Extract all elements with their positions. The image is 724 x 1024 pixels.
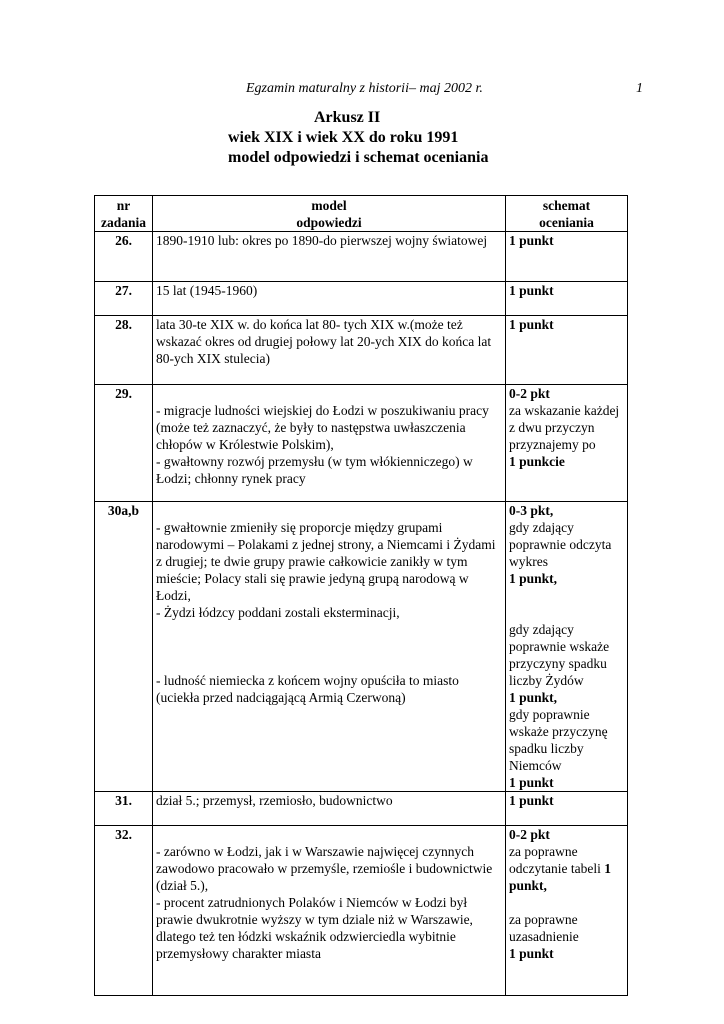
header-model: model odpowiedzi bbox=[153, 196, 506, 232]
score: 0-2 pkt za poprawne odczytanie tabeli 1 punkt, za poprawne uzasadnienie 1 punkt bbox=[506, 826, 628, 996]
task-number: 30a,b bbox=[95, 502, 153, 792]
title-period: wiek XIX i wiek XX do roku 1991 bbox=[228, 129, 459, 146]
model-answer: lata 30-te XIX w. do końca lat 80- tych XIX w.(może też wskazać okres od drugiej połowy lat 20-ych XIX do końca lat 80-ych XIX stulecia) bbox=[153, 316, 506, 385]
page-number: 1 bbox=[636, 81, 643, 96]
task-number: 32. bbox=[95, 826, 153, 996]
task-number: 26. bbox=[95, 232, 153, 282]
score: 1 punkt bbox=[506, 792, 628, 826]
title-sheet: Arkusz II bbox=[314, 109, 381, 126]
table-row bbox=[95, 282, 628, 316]
table-row bbox=[95, 826, 628, 996]
table-row bbox=[95, 385, 628, 502]
document-title bbox=[228, 108, 488, 168]
header-nr: nr zadania bbox=[95, 196, 153, 232]
answer-key-table bbox=[94, 195, 628, 996]
score: 1 punkt bbox=[506, 316, 628, 385]
model-answer: dział 5.; przemysł, rzemiosło, budownictwo bbox=[153, 792, 506, 826]
header-schemat: schemat oceniania bbox=[506, 196, 628, 232]
table-row bbox=[95, 502, 628, 792]
score: 0-2 pkt za wskazanie każdej z dwu przyczyn przyznajemy po 1 punkcie bbox=[506, 385, 628, 502]
task-number: 27. bbox=[95, 282, 153, 316]
table-row bbox=[95, 792, 628, 826]
model-answer: - gwałtownie zmieniły się proporcje między grupami narodowymi – Polakami z jednej strony, a Niemcami i Żydami z drugiej; te dwie grupy prawie całkowicie zanikły w tym mieście; Polacy stali się prawie jedyną grupą narodową w Łodzi, - Żydzi łódzcy poddani zostali eksterminacji, - ludność niemiecka z końcem wojny opuściła to miasto (uciekła przed nadciągającą Armią Czerwoną) bbox=[153, 502, 506, 792]
table-header-row bbox=[95, 196, 628, 232]
title-subtitle: model odpowiedzi i schemat oceniania bbox=[228, 149, 489, 166]
table-row bbox=[95, 232, 628, 282]
score: 1 punkt bbox=[506, 282, 628, 316]
model-answer: 1890-1910 lub: okres po 1890-do pierwszej wojny światowej bbox=[153, 232, 506, 282]
model-answer: - migracje ludności wiejskiej do Łodzi w poszukiwaniu pracy (może też zaznaczyć, że były to następstwa uwłaszczenia chłopów w Królestwie Polskim), - gwałtowny rozwój przemysłu (w tym włókienniczego) w Łodzi; chłonny rynek pracy bbox=[153, 385, 506, 502]
model-answer: - zarówno w Łodzi, jak i w Warszawie najwięcej czynnych zawodowo pracowało w przemyśle, rzemiośle i budownictwie (dział 5.), - procent zatrudnionych Polaków i Niemców w Łodzi był prawie dwukrotnie wyższy w tym dziale niż w Warszawie, dlatego też ten łódzki wskaźnik odzwierciedla wybitnie przemysłowy charakter miasta bbox=[153, 826, 506, 996]
task-number: 28. bbox=[95, 316, 153, 385]
model-answer: 15 lat (1945-1960) bbox=[153, 282, 506, 316]
table-row bbox=[95, 316, 628, 385]
score: 1 punkt bbox=[506, 232, 628, 282]
exam-title: Egzamin maturalny z historii– maj 2002 r. bbox=[246, 81, 483, 96]
task-number: 31. bbox=[95, 792, 153, 826]
score: 0-3 pkt, gdy zdający poprawnie odczyta wykres 1 punkt, gdy zdający poprawnie wskaże przyczyny spadku liczby Żydów 1 punkt, gdy poprawnie wskaże przyczynę spadku liczby Niemców 1 punkt bbox=[506, 502, 628, 792]
task-number: 29. bbox=[95, 385, 153, 502]
